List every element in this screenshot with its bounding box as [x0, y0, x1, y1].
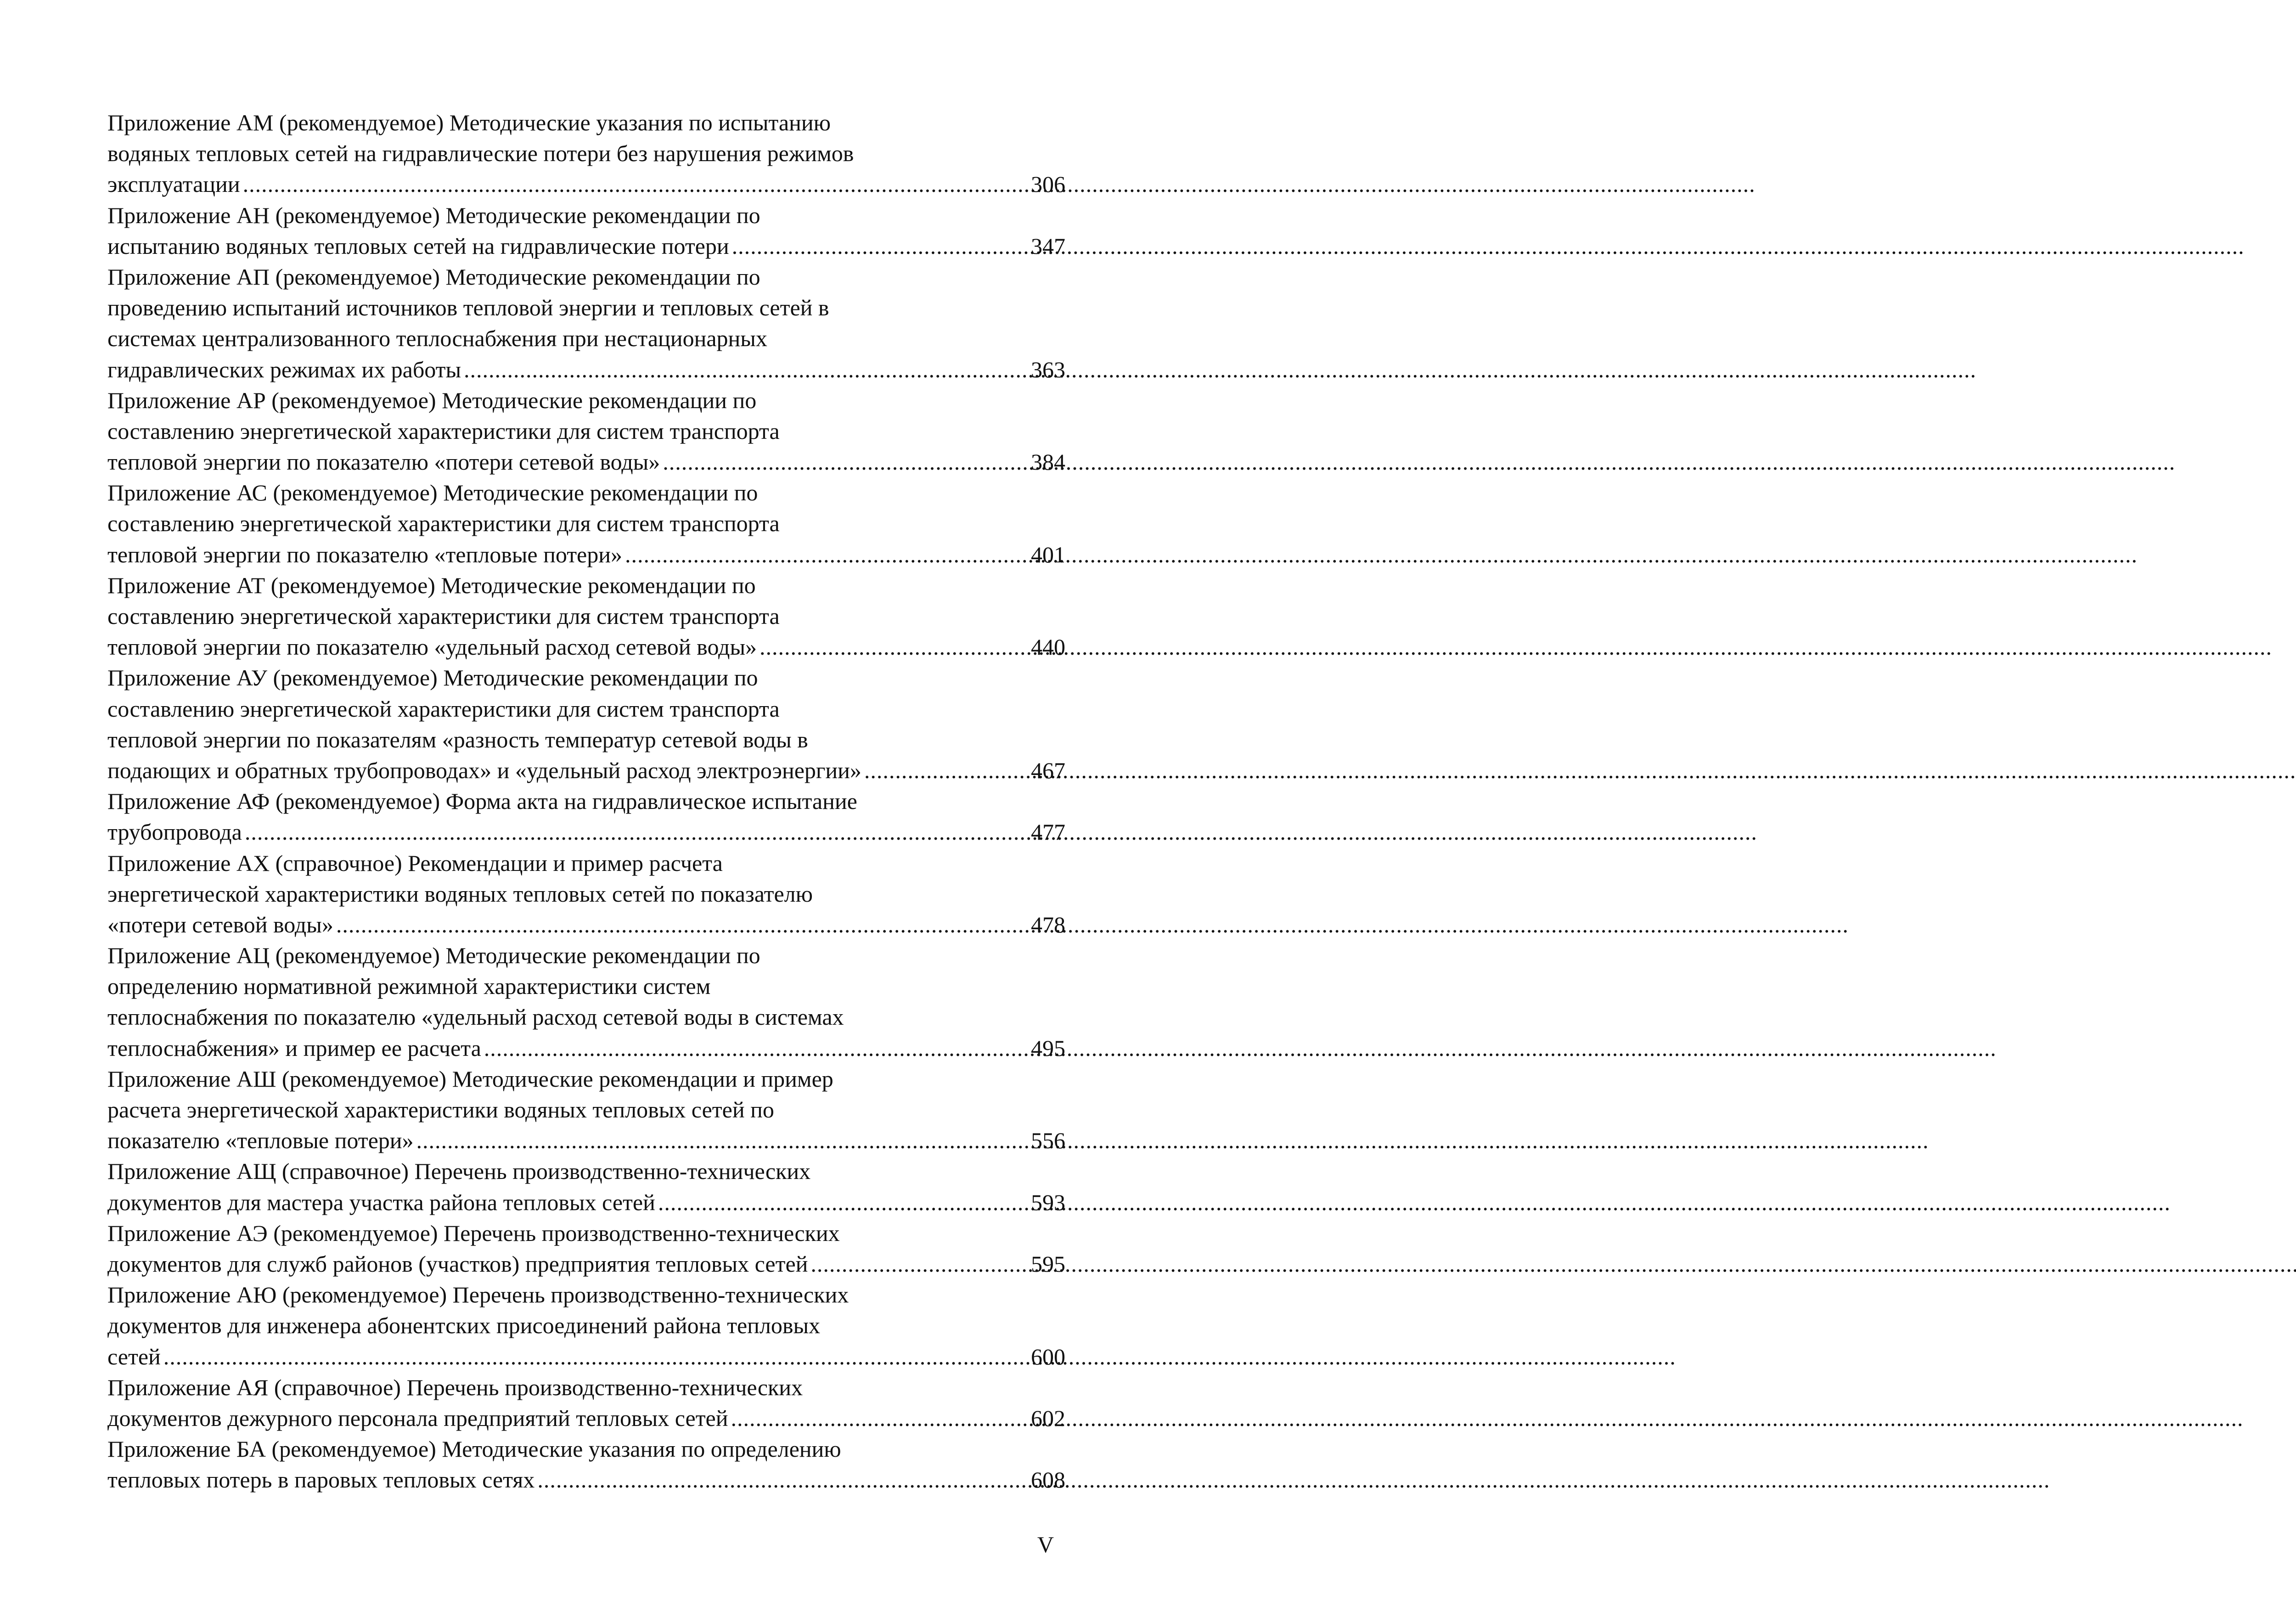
dot-leader	[484, 1033, 1028, 1064]
toc-entry[interactable]	[107, 477, 1065, 570]
toc-page-number: 467	[1031, 757, 1065, 783]
toc-page-number: 600	[1031, 1343, 1065, 1370]
toc-page-number: 478	[1031, 911, 1065, 937]
toc-entry[interactable]	[107, 1434, 1065, 1495]
toc-entry-text: документов для служб районов (участков) предприятия тепловых сетей	[107, 1251, 808, 1277]
toc-entry[interactable]	[107, 940, 1065, 1064]
toc-entry-line: Приложение БА (рекомендуемое) Методические указания по определению	[107, 1436, 841, 1462]
toc-entry-line	[107, 354, 1065, 385]
dot-leader	[245, 817, 1028, 848]
toc-entry-text: «потери сетевой воды»	[107, 911, 333, 937]
toc-entry-line: составлению энергетической характеристики для систем транспорта	[107, 418, 780, 444]
toc-entry[interactable]	[107, 662, 1065, 786]
toc-entry-text: тепловых потерь в паровых тепловых сетях	[107, 1467, 535, 1493]
toc-entry-line: Приложение АТ (рекомендуемое) Методические рекомендации по	[107, 572, 756, 598]
toc-entry-line: Приложение АЭ (рекомендуемое) Перечень производственно-технических	[107, 1220, 840, 1246]
dot-leader	[663, 447, 1028, 477]
toc-entry-text: теплоснабжения» и пример ее расчета	[107, 1035, 481, 1061]
toc-entry-line	[107, 1187, 1065, 1218]
toc-page-number: 440	[1031, 634, 1065, 660]
toc-page-number: 556	[1031, 1128, 1065, 1154]
toc-entry-line: составлению энергетической характеристики для систем транспорта	[107, 511, 780, 537]
toc-entry[interactable]	[107, 1064, 1065, 1156]
toc-entry-text: документов дежурного персонала предприятий тепловых сетей	[107, 1405, 728, 1431]
toc-entry-text: подающих и обратных трубопроводах» и «удельный расход электроэнергии»	[107, 757, 861, 783]
toc-entry[interactable]	[107, 1218, 1065, 1280]
toc-entry-line: Приложение АМ (рекомендуемое) Методические указания по испытанию	[107, 110, 831, 135]
toc-page-number: 495	[1031, 1035, 1065, 1061]
toc-page-number: 608	[1031, 1467, 1065, 1493]
toc-entry-line: Приложение АП (рекомендуемое) Методические рекомендации по	[107, 264, 760, 290]
dot-leader	[625, 539, 1028, 570]
toc-entry-line	[107, 1342, 1065, 1372]
toc-entry-text: трубопровода	[107, 819, 242, 845]
toc-entry-line: Приложение АН (рекомендуемое) Методические рекомендации по	[107, 202, 760, 228]
toc-entry-text: эксплуатации	[107, 171, 240, 197]
toc-entry-line: расчета энергетической характеристики водяных тепловых сетей по	[107, 1097, 774, 1123]
toc-entry-line: энергетической характеристики водяных тепловых сетей по показателю	[107, 881, 813, 907]
dot-leader	[760, 632, 1028, 662]
toc-entry-line: Приложение АУ (рекомендуемое) Методические рекомендации по	[107, 665, 758, 691]
toc-page-number: 401	[1031, 541, 1065, 567]
toc-entry-line	[107, 1249, 1065, 1280]
toc-entry-line: Приложение АР (рекомендуемое) Методические рекомендации по	[107, 387, 757, 413]
toc-entry-line: водяных тепловых сетей на гидравлические потери без нарушения режимов	[107, 140, 854, 167]
toc-entry-line: Приложение АФ (рекомендуемое) Форма акта на гидравлическое испытание	[107, 788, 857, 814]
toc-page-number: 306	[1031, 171, 1065, 197]
toc-entry[interactable]	[107, 848, 1065, 941]
toc-entry[interactable]	[107, 107, 1065, 200]
dot-leader	[864, 755, 1028, 786]
toc-entry-line	[107, 1125, 1065, 1156]
toc-entry-line	[107, 447, 1065, 477]
toc-entry-text: сетей	[107, 1343, 161, 1370]
dot-leader	[243, 169, 1028, 200]
toc-page-number: 363	[1031, 356, 1065, 382]
toc-entry-line: Приложение АХ (справочное) Рекомендации и пример расчета	[107, 850, 723, 876]
toc-entry-text: тепловой энергии по показателю «тепловые потери»	[107, 541, 622, 567]
toc-entry[interactable]	[107, 1156, 1065, 1218]
dot-leader	[416, 1125, 1028, 1156]
toc-entry-line: Приложение АЦ (рекомендуемое) Методические рекомендации по	[107, 943, 760, 969]
toc-entry-text: тепловой энергии по показателю «удельный расход сетевой воды»	[107, 634, 757, 660]
toc-entry-line	[107, 1465, 1065, 1495]
toc-entry-line: тепловой энергии по показателям «разность температур сетевой воды в	[107, 726, 808, 752]
page-number: V	[1037, 1532, 1054, 1557]
toc-entry[interactable]	[107, 1280, 1065, 1372]
toc-page-number: 602	[1031, 1405, 1065, 1431]
toc-entry-line	[107, 231, 1065, 262]
toc-entry-text: гидравлических режимах их работы	[107, 356, 461, 382]
toc-entry-line: составлению энергетической характеристики для систем транспорта	[107, 696, 780, 722]
toc-entry-line: Приложение АС (рекомендуемое) Методические рекомендации по	[107, 480, 758, 506]
toc-entry-text: испытанию водяных тепловых сетей на гидравлические потери	[107, 233, 729, 259]
toc-entry[interactable]	[107, 1372, 1065, 1434]
toc-page-number: 384	[1031, 449, 1065, 475]
toc-entry-text: тепловой энергии по показателю «потери сетевой воды»	[107, 449, 660, 475]
toc-entry-line: Приложение АЮ (рекомендуемое) Перечень производственно-технических	[107, 1282, 849, 1308]
toc-entry-line	[107, 169, 1065, 200]
toc-entry-line: Приложение АЩ (справочное) Перечень производственно-технических	[107, 1158, 811, 1184]
toc-entry[interactable]	[107, 262, 1065, 385]
dot-leader	[336, 909, 1028, 940]
toc-entry-line: определению нормативной режимной характеристики систем	[107, 973, 711, 999]
toc-entry-line	[107, 1403, 1065, 1434]
toc-entry-line: Приложение АШ (рекомендуемое) Методические рекомендации и пример	[107, 1066, 833, 1092]
toc-entry-line: теплоснабжения по показателю «удельный расход сетевой воды в системах	[107, 1004, 844, 1030]
toc-entry-line	[107, 632, 1065, 662]
dot-leader	[810, 1249, 1028, 1280]
toc-entry[interactable]	[107, 570, 1065, 663]
toc-entry-text: показателю «тепловые потери»	[107, 1128, 414, 1154]
dot-leader	[731, 1403, 1029, 1434]
toc-entry-line	[107, 817, 1065, 848]
toc-entry-text: документов для мастера участка района тепловых сетей	[107, 1189, 655, 1215]
toc-entry[interactable]	[107, 786, 1065, 848]
toc-page-number: 593	[1031, 1189, 1065, 1215]
toc-entry-line: проведению испытаний источников тепловой энергии и тепловых сетей в	[107, 295, 829, 321]
toc-entry-line	[107, 755, 1065, 786]
toc-entry[interactable]	[107, 200, 1065, 262]
table-of-contents	[107, 107, 1065, 1495]
toc-page-number: 347	[1031, 233, 1065, 259]
dot-leader	[464, 354, 1028, 385]
dot-leader	[163, 1342, 1028, 1372]
toc-entry[interactable]	[107, 385, 1065, 478]
toc-entry-line: системах централизованного теплоснабжения при нестационарных	[107, 326, 767, 352]
dot-leader	[732, 231, 1028, 262]
toc-entry-line: составлению энергетической характеристики для систем транспорта	[107, 603, 780, 629]
toc-page-number: 595	[1031, 1251, 1065, 1277]
toc-entry-line	[107, 539, 1065, 570]
toc-page-number: 477	[1031, 819, 1065, 845]
toc-entry-line: документов для инженера абонентских присоединений района тепловых	[107, 1313, 821, 1339]
dot-leader	[537, 1465, 1028, 1495]
toc-entry-line: Приложение АЯ (справочное) Перечень производственно-технических	[107, 1374, 803, 1400]
dot-leader	[658, 1187, 1028, 1218]
toc-entry-line	[107, 1033, 1065, 1064]
toc-entry-line	[107, 909, 1065, 940]
